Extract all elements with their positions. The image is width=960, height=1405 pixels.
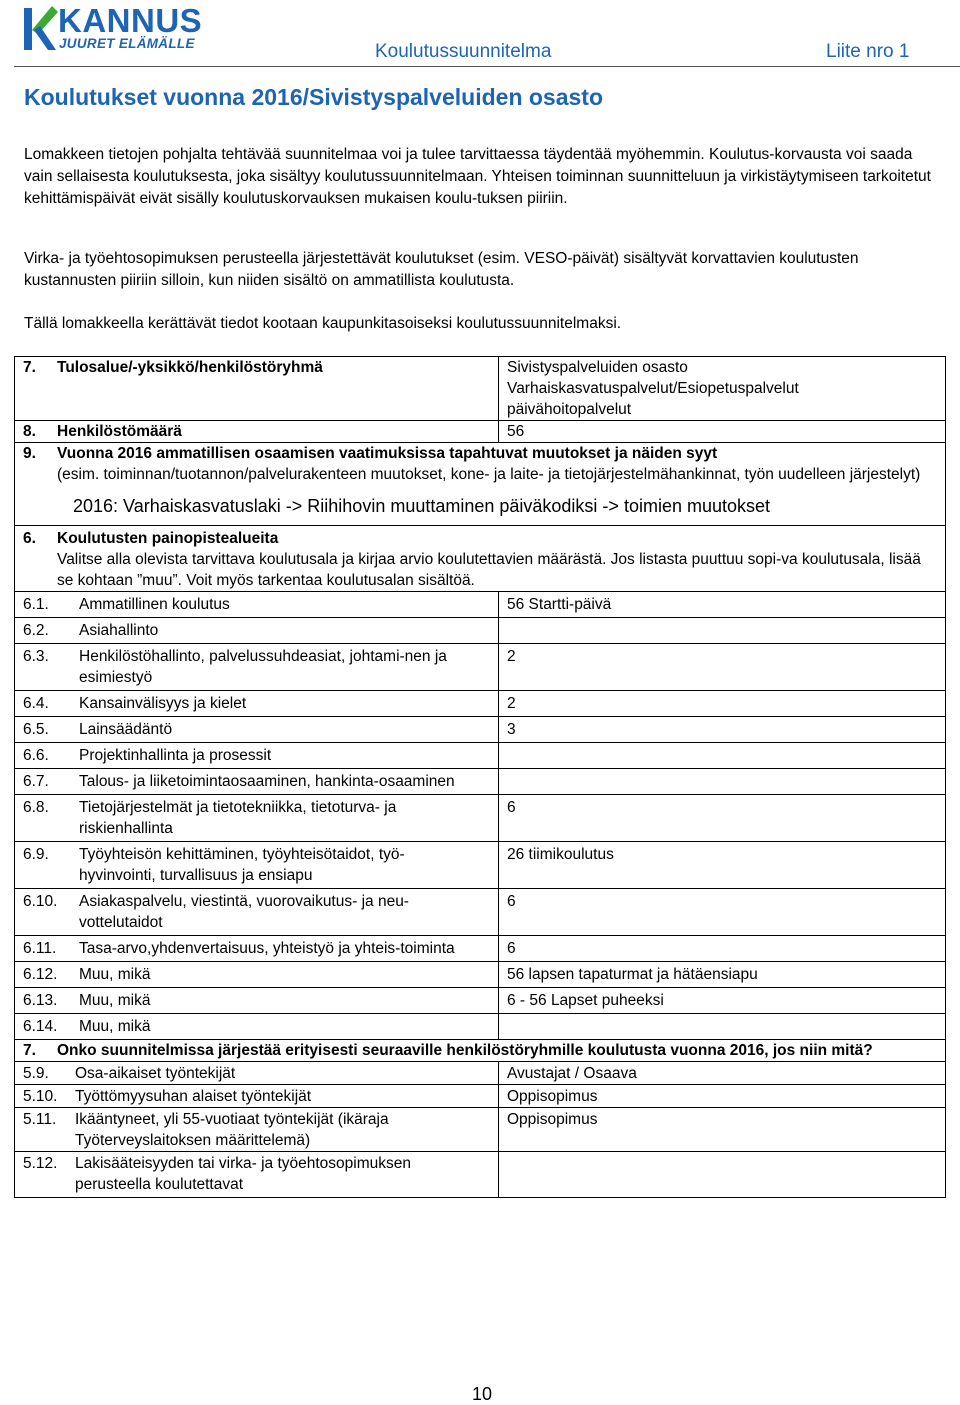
focus-areas-desc: Valitse alla olevista tarvittava koulutusala ja kirjaa arvio koulutettavien määrästä. Jos listasta puuttuu sopi-va koulutusala, lisää se kohtaan ”muu”. Voit myös tarkentaa koulutusalan sisältöä.: [57, 551, 921, 589]
row-number: 6.1.: [23, 596, 49, 613]
logo-tagline: JUURET ELÄMÄLLE: [59, 36, 195, 51]
table-row: [15, 1085, 946, 1108]
unit-value-line: Sivistyspalveluiden osasto: [507, 359, 688, 376]
row-number: 6.13.: [23, 992, 58, 1009]
row-label: Henkilöstöhallinto, palvelussuhdeasiat, johtami-nen ja esimiestyö: [79, 648, 447, 686]
row-label: Muu, mikä: [79, 992, 151, 1009]
table-row: [15, 795, 946, 842]
row-number: 6.12.: [23, 966, 58, 983]
section-number: 9.: [23, 445, 36, 462]
headcount-label: Henkilöstömäärä: [57, 423, 182, 440]
row-number: 6.3.: [23, 648, 49, 665]
table-row: [15, 743, 946, 769]
row-label: Tasa-arvo,yhdenvertaisuus, yhteistyö ja yhteis-toiminta: [79, 940, 455, 957]
header-divider: [14, 66, 960, 67]
row-number: 6.14.: [23, 1018, 58, 1035]
row-unit: [15, 357, 946, 421]
row-number: 5.10.: [23, 1088, 58, 1105]
row-value[interactable]: 2: [499, 691, 946, 717]
unit-value-line: päivähoitopalvelut: [507, 401, 632, 418]
page-number: 10: [472, 1384, 493, 1404]
row-value[interactable]: 26 tiimikoulutus: [499, 842, 946, 889]
headcount-value[interactable]: 56: [499, 421, 946, 443]
row-number: 6.7.: [23, 773, 49, 790]
row-label: Ikääntyneet, yli 55-vuotiaat työntekijät (ikäraja Työterveyslaitoksen määrittelemä): [75, 1111, 389, 1149]
logo-wordmark: KANNUS: [58, 2, 203, 39]
intro-paragraph-2: Virka- ja työehtosopimuksen perusteella järjestettävät koulutukset (esim. VESO-päivät) sisältyvät korvattavien koulutusten kustannusten piiriin silloin, kun niiden sisältö on ammatillista koulutusta.: [24, 250, 859, 289]
table-row: [15, 889, 946, 936]
page-title: Koulutukset vuonna 2016/Sivistyspalveluiden osasto: [24, 84, 604, 110]
unit-label-cell: [15, 357, 499, 421]
row-value[interactable]: 6: [499, 795, 946, 842]
row-label: Muu, mikä: [79, 1018, 151, 1035]
row-value[interactable]: 2: [499, 644, 946, 691]
row-number: 6.9.: [23, 846, 49, 863]
row-label: Ammatillinen koulutus: [79, 596, 230, 613]
table-row: [15, 691, 946, 717]
row-label: Työttömyysuhan alaiset työntekijät: [75, 1088, 312, 1105]
table-row: [15, 1108, 946, 1152]
row-value[interactable]: Avustajat / Osaava: [499, 1062, 946, 1085]
table-row: [15, 717, 946, 743]
row-number: 6.11.: [23, 940, 57, 957]
logo-k-mark-icon: [22, 4, 58, 54]
row-label: Lakisääteisyyden tai virka- ja työehtosopimuksen perusteella koulutettavat: [75, 1155, 412, 1193]
row-value[interactable]: Oppisopimus: [499, 1108, 946, 1152]
row-label: Talous- ja liiketoimintaosaaminen, hankinta-osaaminen: [79, 773, 455, 790]
row-label: Muu, mikä: [79, 966, 151, 983]
row-number: 5.12.: [23, 1155, 58, 1172]
row-value[interactable]: 6: [499, 936, 946, 962]
table-row: [15, 592, 946, 618]
unit-value-line: Varhaiskasvatuspalvelut/Esiopetuspalvelut: [507, 380, 799, 397]
row-label: Lainsäädäntö: [79, 721, 173, 738]
row-value[interactable]: [499, 743, 946, 769]
competence-changes-desc: (esim. toiminnan/tuotannon/palvelurakenteen muutokset, kone- ja laite- ja tietojärjestelmähankinnat, työn uudelleen järjestelyt): [57, 466, 921, 483]
row-value[interactable]: 56 lapsen tapaturmat ja hätäensiapu: [499, 962, 946, 988]
table-row: [15, 644, 946, 691]
focus-areas-header-cell: [15, 526, 946, 592]
table-row: [15, 962, 946, 988]
row-label: Tietojärjestelmät ja tietotekniikka, tietoturva- ja riskienhallinta: [79, 799, 397, 837]
row-number: 6.6.: [23, 747, 49, 764]
row-value[interactable]: 6 - 56 Lapset puheeksi: [499, 988, 946, 1014]
row-label: Kansainvälisyys ja kielet: [79, 695, 247, 712]
row-number: 6.8.: [23, 799, 49, 816]
unit-label: Tulosalue/-yksikkö/henkilöstöryhmä: [57, 359, 323, 376]
training-plan-form: [14, 356, 946, 1198]
row-value[interactable]: [499, 1014, 946, 1040]
unit-value-cell[interactable]: [499, 357, 946, 421]
row-number: 6.2.: [23, 622, 49, 639]
competence-changes-cell[interactable]: [15, 443, 946, 526]
table-row: [15, 842, 946, 889]
section-number: 7.: [23, 359, 36, 376]
attachment-number: Liite nro 1: [826, 41, 910, 62]
row-label: Asiahallinto: [79, 622, 159, 639]
row-label: Osa-aikaiset työntekijät: [75, 1065, 236, 1082]
table-row: [15, 769, 946, 795]
target-groups-label: Onko suunnitelmissa järjestää erityisesti seuraaville henkilöstöryhmille koulutusta vuonna 2016, jos niin mitä?: [57, 1042, 873, 1059]
row-target-groups-header: [15, 1040, 946, 1062]
row-number: 6.4.: [23, 695, 49, 712]
row-value[interactable]: 3: [499, 717, 946, 743]
headcount-label-cell: [15, 421, 499, 443]
section-number: 7.: [23, 1042, 36, 1059]
table-row: [15, 988, 946, 1014]
section-number: 8.: [23, 423, 36, 440]
table-row: [15, 936, 946, 962]
row-label: Asiakaspalvelu, viestintä, vuorovaikutus- ja neu-vottelutaidot: [79, 893, 409, 931]
row-value[interactable]: Oppisopimus: [499, 1085, 946, 1108]
row-focus-areas-header: [15, 526, 946, 592]
row-value[interactable]: [499, 618, 946, 644]
row-label: Projektinhallinta ja prosessit: [79, 747, 272, 764]
table-row: [15, 1062, 946, 1085]
row-number: 6.5.: [23, 721, 49, 738]
kannus-logo: [22, 4, 202, 56]
intro-paragraph-1: Lomakkeen tietojen pohjalta tehtävää suunnitelmaa voi ja tulee tarvittaessa täydentää myöhemmin. Koulutus-korvausta voi saada vain sellaisesta koulutuksesta, joka sisältyy koulutussuunnitelmaan. Yhteisen toiminnan suunnitteluun ja virkistäytymiseen tarkoitetut kehittämispäivät eivät sisälly koulutuskorvauksen mukaisen koulu-tuksen piiriin.: [24, 146, 931, 207]
document-title: Koulutussuunnitelma: [375, 41, 552, 62]
row-competence-changes: [15, 443, 946, 526]
focus-areas-label: Koulutusten painopistealueita: [57, 530, 279, 547]
row-number: 5.11.: [23, 1111, 57, 1128]
table-row: [15, 618, 946, 644]
competence-changes-answer: 2016: Varhaiskasvatuslaki -> Riihihovin muuttaminen päiväkodiksi -> toimien muutokset: [73, 496, 771, 516]
row-value[interactable]: [499, 1152, 946, 1198]
target-groups-header-cell: [15, 1040, 946, 1062]
row-value[interactable]: 6: [499, 889, 946, 936]
row-headcount: [15, 421, 946, 443]
row-number: 6.10.: [23, 893, 58, 910]
row-value[interactable]: 56 Startti-päivä: [499, 592, 946, 618]
table-row: [15, 1014, 946, 1040]
table-row: [15, 1152, 946, 1198]
competence-changes-label: Vuonna 2016 ammatillisen osaamisen vaatimuksissa tapahtuvat muutokset ja näiden syyt: [57, 445, 718, 462]
row-value[interactable]: [499, 769, 946, 795]
row-number: 5.9.: [23, 1065, 49, 1082]
section-number: 6.: [23, 530, 36, 547]
row-label: Työyhteisön kehittäminen, työyhteisötaidot, työ-hyvinvointi, turvallisuus ja ensiapu: [79, 846, 405, 884]
intro-paragraph-3: Tällä lomakkeella kerättävät tiedot kootaan kaupunkitasoiseksi koulutussuunnitelmaksi.: [24, 315, 622, 332]
